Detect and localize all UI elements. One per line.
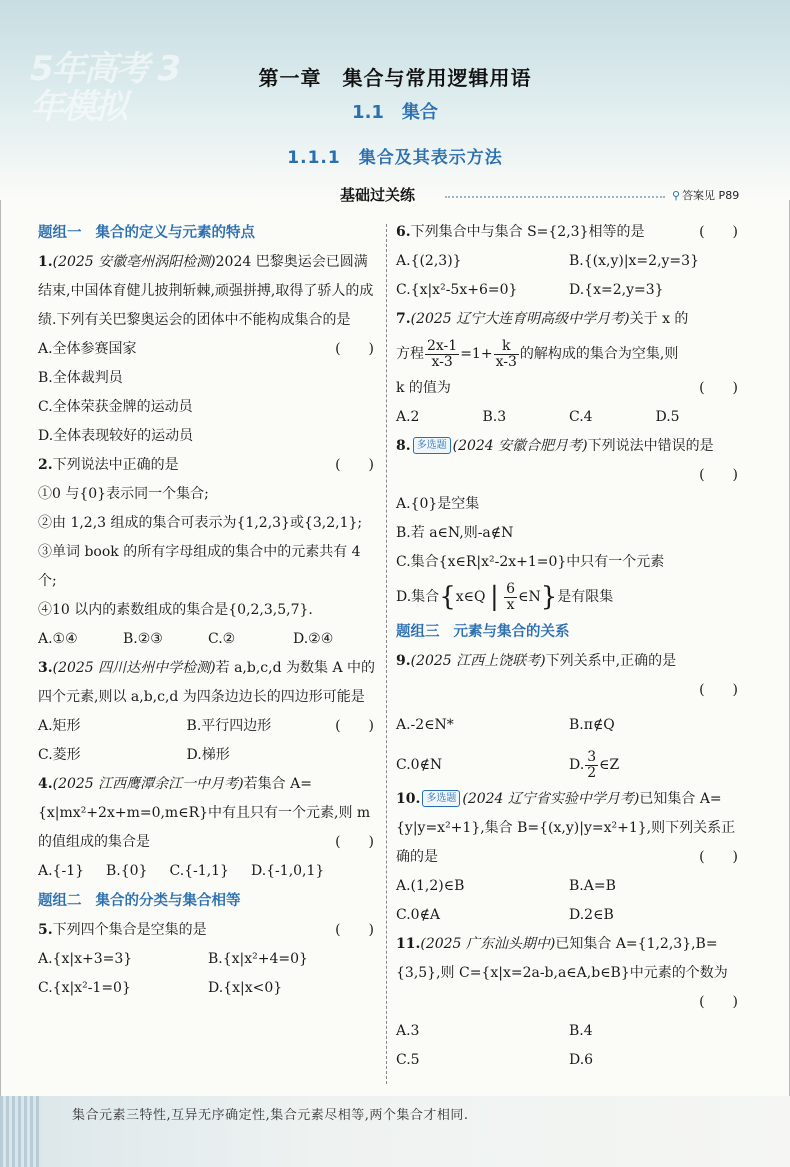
option[interactable]: D.5: [655, 409, 680, 425]
option[interactable]: B.平行四边形: [186, 718, 272, 734]
option[interactable]: A.(1,2)∈B: [396, 878, 465, 894]
option[interactable]: B.{(x,y)|x=2,y=3}: [569, 253, 699, 269]
option[interactable]: D.{x=2,y=3}: [569, 282, 664, 298]
group-heading-2: 题组二 集合的分类与集合相等: [38, 893, 241, 909]
right-column: [396, 218, 742, 1075]
option[interactable]: A.{-1}: [38, 863, 85, 879]
options-grid: [396, 247, 742, 305]
option[interactable]: C.{x|x²-1=0}: [38, 980, 131, 996]
answer-reference: [672, 187, 739, 203]
option[interactable]: A.①④: [38, 631, 78, 647]
options-grid: [396, 705, 742, 785]
option[interactable]: A.矩形: [38, 718, 81, 734]
question-11: 11.(2025 广东汕头期中)已知集合 A={1,2,3},B={3,5},则 C={x|x=2a-b,a∈A,b∈B}中元素的个数为 ( ) A.3 B.4 C.5 D.6: [396, 930, 742, 1075]
option[interactable]: C.②: [208, 631, 236, 647]
option[interactable]: C.全体荣获金牌的运动员: [38, 399, 193, 415]
option[interactable]: B.A=B: [569, 878, 616, 894]
answer-blank[interactable]: ( ): [699, 994, 738, 1010]
option[interactable]: C.{x|x²-5x+6=0}: [396, 282, 518, 298]
option[interactable]: C.4: [569, 409, 593, 425]
magnifier-icon: ⚲: [672, 189, 681, 202]
option[interactable]: B.全体裁判员: [38, 370, 123, 386]
option[interactable]: C.{-1,1}: [169, 863, 229, 879]
statement: ④10 以内的素数组成的集合是{0,2,3,5,7}.: [38, 602, 313, 618]
question-7: 7.(2025 辽宁大连育明高级中学月考)关于 x 的 方程 $\frac{2x-1}{x-3}$ =1+ $\frac{k}{x-3}$ 的解构成的集合为空集,则 k 的值为 ( ) A.2 B.3 C.4 D.5: [396, 305, 742, 432]
option[interactable]: C.集合{x∈R|x²-2x+1=0}中只有一个元素: [396, 554, 665, 570]
answer-blank[interactable]: ( ): [699, 849, 738, 865]
options-row: [38, 625, 378, 654]
question-3: 3.(2025 四川达州中学检测)若 a,b,c,d 为数集 A 中的四个元素,则以 a,b,c,d 为四条边边长的四边形可能是 ( ) A.矩形 B.平行四边形 C.菱形 D.梯形: [38, 654, 378, 770]
fraction: $\frac{k}{x-3}$: [495, 337, 517, 370]
question-4: 4.(2025 江西鹰潭余江一中月考)若集合 A={x|mx²+2x+m=0,m∈R}中有且只有一个元素,则 m 的值组成的集合是 ( ) A.{-1} B.{0} C.{-1,1} D.{-1,0,1}: [38, 770, 378, 886]
option[interactable]: D.②④: [293, 631, 334, 647]
dotted-rule: [445, 196, 665, 198]
option[interactable]: B.π∉Q: [569, 717, 615, 733]
statement: ②由 1,2,3 组成的集合可表示为{1,2,3}或{3,2,1};: [38, 515, 363, 531]
option[interactable]: B.②③: [123, 631, 163, 647]
question-10: 10. 多选题 (2024 辽宁省实验中学月考)已知集合 A={y|y=x²+1},集合 B={(x,y)|y=x²+1},则下列关系正确的是 ( ) A.(1,2)∈B B.A=B C.0∉A D.2∈B: [396, 785, 742, 930]
option[interactable]: D. $\frac{3}{2}$ ∈Z: [569, 748, 620, 781]
question-6: 6.下列集合中与集合 S={2,3}相等的是 ( ) A.{(2,3)} B.{(x,y)|x=2,y=3} C.{x|x²-5x+6=0} D.{x=2,y=3}: [396, 218, 742, 305]
options-row: [38, 857, 378, 886]
options-grid: [396, 872, 742, 930]
footer-stripe: [0, 1096, 42, 1167]
option[interactable]: C.0∉N: [396, 757, 443, 773]
chapter-title: 第一章 集合与常用逻辑用语: [258, 66, 532, 90]
fraction: $\frac{6}{x}$: [506, 580, 516, 613]
options-grid: [38, 712, 335, 770]
multiple-choice-tag: 多选题: [422, 790, 460, 807]
left-column: [38, 218, 378, 1003]
statement: ①0 与{0}表示同一个集合;: [38, 486, 209, 502]
statement: ③单词 book 的所有字母组成的集合中的元素共有 4 个;: [38, 544, 361, 589]
answer-blank[interactable]: ( ): [699, 682, 738, 698]
subsection-title: 1.1.1 集合及其表示方法: [287, 148, 503, 168]
option[interactable]: A.3: [396, 1023, 420, 1039]
multiple-choice-tag: 多选题: [413, 437, 451, 454]
option[interactable]: A.全体参赛国家: [38, 341, 137, 357]
option[interactable]: D.2∈B: [569, 907, 614, 923]
options-grid: [38, 945, 378, 1003]
answer-blank[interactable]: ( ): [335, 834, 374, 850]
question-5: 5.下列四个集合是空集的是 ( ) A.{x|x+3=3} B.{x|x²+4=0} C.{x|x²-1=0} D.{x|x<0}: [38, 916, 378, 1003]
option[interactable]: B.3: [482, 409, 507, 425]
answer-blank[interactable]: ( ): [335, 457, 374, 473]
option[interactable]: D.6: [569, 1052, 594, 1068]
question-9: 9.(2025 江西上饶联考)下列关系中,正确的是 ( ) A.-2∈N* B.π∉Q C.0∉N D. $\frac{3}{2}$ ∈Z: [396, 647, 742, 785]
option[interactable]: B.若 a∈N,则-a∉N: [396, 525, 514, 541]
answer-blank[interactable]: ( ): [335, 341, 374, 357]
answer-blank[interactable]: ( ): [699, 380, 738, 396]
group-heading-3: 题组三 元素与集合的关系: [396, 624, 570, 640]
option[interactable]: A.2: [396, 409, 420, 425]
answer-blank[interactable]: ( ): [699, 467, 738, 483]
column-divider: [386, 224, 387, 1084]
option[interactable]: C.菱形: [38, 747, 81, 763]
option[interactable]: C.0∉A: [396, 907, 441, 923]
option[interactable]: B.{x|x²+4=0}: [208, 951, 308, 967]
option[interactable]: D.全体表现较好的运动员: [38, 428, 194, 444]
fraction: $\frac{2x-1}{x-3}$: [427, 337, 458, 370]
footer-mnemonic: 集合元素三特性,互异无序确定性,集合元素尽相等,两个集合才相同.: [72, 1108, 469, 1123]
option[interactable]: A.{x|x+3=3}: [38, 951, 133, 967]
section-title: 1.1 集合: [352, 102, 438, 123]
option[interactable]: D.{-1,0,1}: [250, 863, 325, 879]
answer-blank[interactable]: ( ): [335, 718, 374, 734]
fraction: $\frac{3}{2}$: [587, 748, 597, 781]
practice-header: [30, 184, 760, 208]
question-2: 2.下列说法中正确的是 ( ) ①0 与{0}表示同一个集合; ②由 1,2,3 组成的集合可表示为{1,2,3}或{3,2,1}; ③单词 book 的所有字母组成的集合中的元素共有 4 个; ④10 以内的素数组成的集合是{0,2,3,5,7}. A.①④ B.②③ C.② D.②④: [38, 451, 378, 654]
option[interactable]: A.-2∈N*: [396, 717, 454, 733]
answer-blank[interactable]: ( ): [335, 922, 374, 938]
option[interactable]: A.{0}是空集: [396, 496, 480, 512]
practice-title: 基础过关练: [340, 186, 416, 204]
answer-blank[interactable]: ( ): [699, 224, 738, 240]
option[interactable]: D.{x|x<0}: [208, 980, 283, 996]
question-8: 8. 多选题 (2024 安徽合肥月考)下列说法中错误的是 ( ) A.{0}是空集 B.若 a∈N,则-a∉N C.集合{x∈R|x²-2x+1=0}中只有一个元素 D.集合{x∈Q | $\frac{6}{x}$ ∈N}是有限集: [396, 432, 742, 617]
option[interactable]: D.梯形: [186, 747, 230, 763]
option[interactable]: D.集合{x∈Q | $\frac{6}{x}$ ∈N}是有限集: [396, 580, 614, 613]
option[interactable]: A.{(2,3)}: [396, 253, 462, 269]
answer-ref-text: 答案见 P89: [682, 189, 740, 202]
option[interactable]: C.5: [396, 1052, 420, 1068]
series-logo: 5年高考 3年模拟: [30, 49, 180, 127]
option[interactable]: B.{0}: [106, 863, 148, 879]
options-row: [396, 403, 742, 432]
options-grid: [396, 1017, 742, 1075]
group-heading-1: 题组一 集合的定义与元素的特点: [38, 225, 255, 241]
question-1: 1.(2025 安徽亳州涡阳检测)2024 巴黎奥运会已圆满结束,中国体育健儿披荆斩棘,顽强拼搏,取得了骄人的成绩.下列有关巴黎奥运会的团体中不能构成集合的是 ( ) A.全体参赛国家 B.全体裁判员 C.全体荣获金牌的运动员 D.全体表现较好的运动员: [38, 248, 378, 451]
option[interactable]: B.4: [569, 1023, 593, 1039]
